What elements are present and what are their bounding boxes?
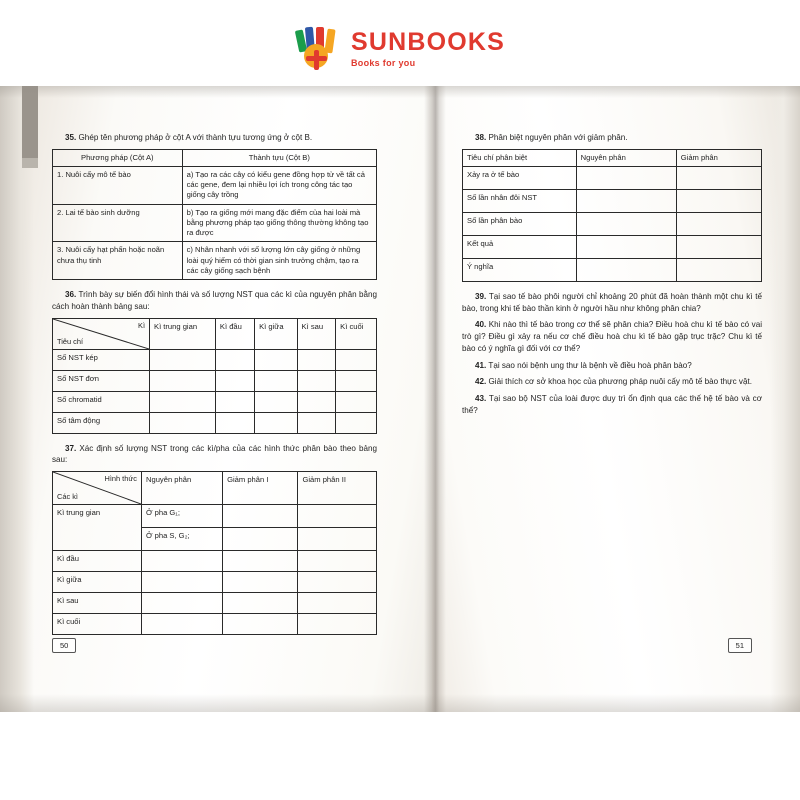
- table-38-cell: [576, 189, 676, 212]
- table-38-cell: [576, 212, 676, 235]
- table-38-cell: [576, 235, 676, 258]
- table-row: [463, 189, 762, 212]
- table-row: [53, 149, 377, 166]
- table-36-cell: [255, 349, 297, 370]
- table-36-header: Kì trung gian: [150, 318, 216, 349]
- table-36-row-label: Số NST kép: [53, 349, 150, 370]
- table-36-header: Kì cuối: [336, 318, 377, 349]
- table-37-cell: [223, 505, 298, 528]
- table-35-cell: a) Tạo ra các cây có kiểu gene đồng hợp tử về tất cả các gene, đem lại nhiều lợi ích trong công tác tạo giống cây trồng: [182, 166, 376, 204]
- sunbooks-logo-icon: [295, 26, 341, 72]
- table-38-row-label: Số lần phân bào: [463, 212, 577, 235]
- table-36-row-label: Số chromatid: [53, 391, 150, 412]
- left-page-edge: [0, 86, 34, 712]
- table-38-header: Giảm phân: [676, 149, 761, 166]
- table-row: [53, 391, 377, 412]
- table-37-cell: [223, 551, 298, 572]
- table-38-row-label: Kết quả: [463, 235, 577, 258]
- table-row: [463, 235, 762, 258]
- question-37: [52, 443, 377, 466]
- table-37-corner-top: Hình thức: [104, 474, 137, 484]
- table-37: [52, 471, 377, 635]
- table-36-row-label: Số NST đơn: [53, 370, 150, 391]
- table-row: [53, 166, 377, 204]
- table-35-header-b: Thành tựu (Cột B): [182, 149, 376, 166]
- table-row: [53, 370, 377, 391]
- table-36-cell: [150, 412, 216, 433]
- left-page-content: [52, 132, 377, 644]
- question-42-number: 42.: [475, 377, 487, 387]
- table-37-row-label: Kì cuối: [53, 614, 142, 635]
- table-36-cell: [336, 370, 377, 391]
- table-38-row-label: Số lần nhân đôi NST: [463, 189, 577, 212]
- table-row: [463, 258, 762, 281]
- question-38-text: Phân biệt nguyên phân với giảm phân.: [488, 133, 628, 142]
- table-36-cell: [215, 391, 254, 412]
- table-37-corner-bottom: Các kì: [57, 492, 78, 502]
- table-35: [52, 149, 377, 281]
- table-36-cell: [297, 349, 336, 370]
- table-36-header: Kì giữa: [255, 318, 297, 349]
- top-shadow: [0, 86, 800, 98]
- table-row: [53, 204, 377, 242]
- table-37-cell: [142, 551, 223, 572]
- question-43: [462, 393, 762, 416]
- question-36-text: Trình bày sự biến đổi hình thái và số lượng NST qua các kì của nguyên phân bằng cách hoàn thành bảng sau:: [52, 290, 377, 311]
- table-36-cell: [336, 349, 377, 370]
- question-43-number: 43.: [475, 394, 487, 404]
- question-41: [462, 360, 762, 372]
- question-42: [462, 376, 762, 388]
- table-37-header: Giảm phân I: [223, 472, 298, 505]
- table-37-header: Nguyên phân: [142, 472, 223, 505]
- table-36-cell: [255, 391, 297, 412]
- book-photo: [0, 86, 800, 712]
- table-37-cell: [298, 614, 377, 635]
- question-43-text: Tại sao bộ NST của loài được duy trì ổn định qua các thế hệ tế bào và cơ thể?: [462, 394, 762, 415]
- binder-clip-shadow: [22, 158, 38, 168]
- question-37-text: Xác định số lượng NST trong các kì/pha của các hình thức phân bào theo bảng sau:: [52, 443, 377, 465]
- right-page-content: [462, 132, 762, 422]
- table-35-cell: 3. Nuôi cấy hạt phấn hoặc noãn chưa thụ tinh: [53, 242, 183, 280]
- question-40-text: Khi nào thì tế bào trong cơ thể sẽ phân chia? Điều hoà chu kì tế bào có vai trò gì? Điều gì xảy ra nếu cơ chế điều hoà chu kì tế bào gặp trục trặc? Chu kì tế bào có ý nghĩa gì đối với cơ thể?: [462, 320, 762, 353]
- table-36-cell: [297, 391, 336, 412]
- question-41-text: Tại sao nói bệnh ung thư là bệnh về điều hoà phân bào?: [488, 360, 692, 370]
- table-36-cell: [255, 370, 297, 391]
- table-37-subcell: Ở pha S, G₂;: [142, 528, 223, 551]
- right-page-number: 51: [728, 638, 752, 653]
- table-35-cell: b) Tạo ra giống mới mang đặc điểm của hai loài mà bằng phương pháp tạo giống thông thường không tạo ra được: [182, 204, 376, 242]
- question-39-number: 39.: [475, 291, 487, 301]
- question-42-text: Giải thích cơ sở khoa học của phương pháp nuôi cấy mô tế bào thực vật.: [488, 377, 752, 387]
- table-36-row-label: Số tâm động: [53, 412, 150, 433]
- table-row: [53, 572, 377, 593]
- table-37-cell: [298, 551, 377, 572]
- right-page-edge: [770, 86, 800, 712]
- table-36-cell: [215, 349, 254, 370]
- table-35-cell: 2. Lai tế bào sinh dưỡng: [53, 204, 183, 242]
- table-35-cell: c) Nhân nhanh với số lượng lớn cây giống ở những loài quý hiếm có thời gian sinh trưởng chậm, tạo ra các cây giống sạch bệnh: [182, 242, 376, 280]
- question-39: [462, 291, 762, 314]
- question-36-number: 36.: [65, 290, 77, 300]
- table-37-header: Giảm phân II: [298, 472, 377, 505]
- table-row: [53, 472, 377, 505]
- question-37-number: 37.: [65, 443, 77, 453]
- table-row: [53, 593, 377, 614]
- table-38-cell: [676, 212, 761, 235]
- table-row: [53, 318, 377, 349]
- question-38: [462, 132, 762, 144]
- table-36-corner-bottom: Tiêu chí: [57, 336, 84, 346]
- table-row: [53, 551, 377, 572]
- question-39-text: Tại sao tế bào phôi người chỉ khoảng 20 phút đã hoàn thành một chu kì tế bào, trong khi tế bào thần kinh ở người hầu như không phân chia?: [462, 291, 762, 313]
- table-37-subcell: Ở pha G₁;: [142, 505, 223, 528]
- table-37-cell: [142, 572, 223, 593]
- table-36-cell: [150, 370, 216, 391]
- table-36-cell: [150, 391, 216, 412]
- table-37-row-label: Kì giữa: [53, 572, 142, 593]
- table-36-corner-cell: [53, 318, 150, 349]
- book-spine: [424, 86, 446, 712]
- table-36-cell: [336, 391, 377, 412]
- table-row: [53, 614, 377, 635]
- table-35-header-a: Phương pháp (Cột A): [53, 149, 183, 166]
- table-row: [53, 412, 377, 433]
- bottom-shadow: [0, 694, 800, 712]
- table-37-cell: [223, 572, 298, 593]
- table-38-cell: [676, 166, 761, 189]
- table-37-row-label: Kì sau: [53, 593, 142, 614]
- table-37-cell: [223, 528, 298, 551]
- brand-tagline: Books for you: [350, 58, 416, 68]
- question-35-number: 35.: [65, 133, 77, 142]
- table-37-cell: [298, 572, 377, 593]
- table-37-cell: [298, 528, 377, 551]
- table-35-cell: 1. Nuôi cấy mô tế bào: [53, 166, 183, 204]
- table-38-cell: [676, 189, 761, 212]
- question-41-number: 41.: [475, 360, 487, 370]
- table-38-header: Tiêu chí phân biệt: [463, 149, 577, 166]
- table-37-cell: [223, 614, 298, 635]
- table-38-header: Nguyên phân: [576, 149, 676, 166]
- table-36-header: Kì sau: [297, 318, 336, 349]
- table-37-cell: [142, 593, 223, 614]
- table-38-cell: [576, 258, 676, 281]
- table-row: [53, 349, 377, 370]
- left-page-number: 50: [52, 638, 76, 653]
- question-38-number: 38.: [475, 133, 487, 142]
- table-36-cell: [297, 412, 336, 433]
- table-row: [463, 212, 762, 235]
- table-36-cell: [215, 412, 254, 433]
- table-36-cell: [336, 412, 377, 433]
- brand-name: SUNBOOKS: [350, 28, 506, 56]
- table-38: [462, 149, 762, 282]
- table-36-cell: [297, 370, 336, 391]
- question-40: [462, 319, 762, 354]
- question-40-number: 40.: [475, 320, 487, 330]
- table-row: [463, 166, 762, 189]
- table-37-row-label: Kì trung gian: [53, 505, 142, 551]
- question-35: [52, 132, 377, 144]
- table-38-cell: [676, 235, 761, 258]
- table-36-corner-top: Kì: [138, 320, 145, 330]
- question-36: [52, 289, 377, 312]
- table-37-row-label: Kì đầu: [53, 551, 142, 572]
- table-37-cell: [223, 593, 298, 614]
- table-36-cell: [150, 349, 216, 370]
- table-38-row-label: Ý nghĩa: [463, 258, 577, 281]
- table-37-cell: [298, 505, 377, 528]
- table-37-cell: [298, 593, 377, 614]
- table-36-header: Kì đầu: [215, 318, 254, 349]
- table-38-cell: [676, 258, 761, 281]
- table-row: [53, 505, 377, 528]
- table-row: [463, 149, 762, 166]
- table-38-cell: [576, 166, 676, 189]
- table-38-row-label: Xảy ra ở tế bào: [463, 166, 577, 189]
- table-37-cell: [142, 614, 223, 635]
- brand-logo: [0, 18, 800, 80]
- table-37-corner-cell: [53, 472, 142, 505]
- table-36: [52, 318, 377, 434]
- table-row: [53, 242, 377, 280]
- table-36-cell: [255, 412, 297, 433]
- question-35-text: Ghép tên phương pháp ở cột A với thành tựu tương ứng ở cột B.: [78, 133, 313, 142]
- table-36-cell: [215, 370, 254, 391]
